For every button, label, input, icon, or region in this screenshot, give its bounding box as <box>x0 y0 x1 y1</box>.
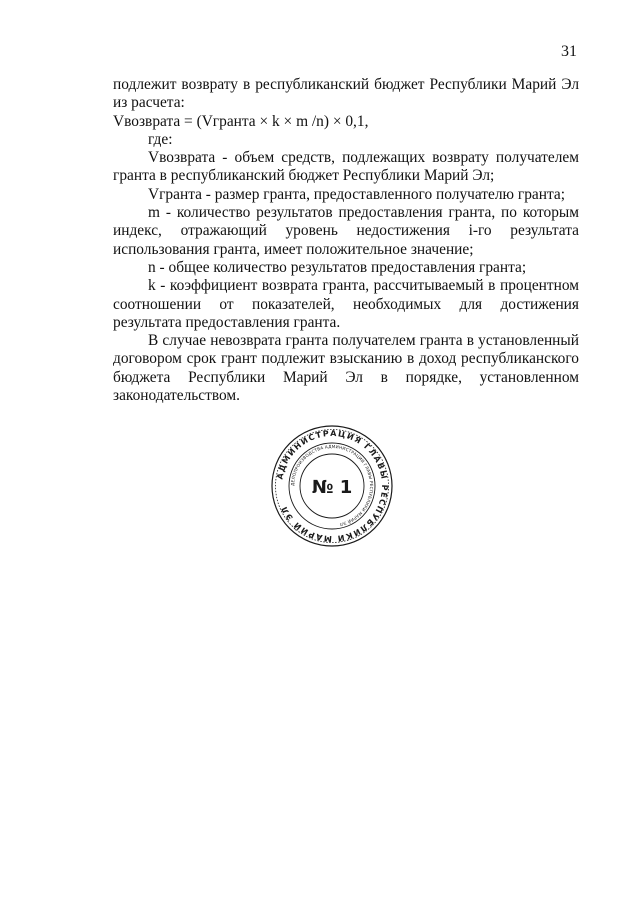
definition-k: k - коэффициент возврата гранта, рассчитываемый в процентном соотношении от показателей, необходимых для достижения результата предоставления гранта. <box>113 277 579 331</box>
document-body <box>113 76 579 405</box>
stamp-number: № 1 <box>311 477 353 498</box>
definition-v-grant: Vгранта - размер гранта, предоставленного получателю гранта; <box>148 185 565 203</box>
where-label: где: <box>148 130 173 148</box>
stamp-outer-ring-text: АДМИНИСТРАЦИЯ ГЛАВЫ РЕСПУБЛИКИ МАРИЙ ЭЛ <box>275 428 390 544</box>
stamp-graphic <box>270 424 394 548</box>
formula: Vвозврата = (Vгранта × k × m /n) × 0,1, <box>113 112 369 130</box>
official-stamp <box>270 424 394 548</box>
closing-paragraph: В случае невозврата гранта получателем гранта в установленный договором срок грант подлежит взысканию в доход республиканского бюджета Республики Марий Эл в порядке, установленном законодательством. <box>113 332 579 405</box>
page-number: 31 <box>561 43 577 60</box>
definition-m: m - количество результатов предоставления гранта, по которым индекс, отражающий уровень недостижения i-го результата использования гранта, имеет положительное значение; <box>113 204 579 258</box>
intro-paragraph: подлежит возврату в республиканский бюджет Республики Марий Эл из расчета: <box>113 76 579 112</box>
definition-v-return: Vвозврата - объем средств, подлежащих возврату получателем гранта в республиканский бюджет Республики Марий Эл; <box>113 149 579 185</box>
stamp-inner-ring-text: ДЕЛОПРОИЗВОДСТВА АДМИНИСТРАЦИИ ГЛАВЫ РЕСПУБЛИКИ МАРИЙ ЭЛ <box>289 443 375 528</box>
definition-n: n - общее количество результатов предоставления гранта; <box>148 258 527 276</box>
